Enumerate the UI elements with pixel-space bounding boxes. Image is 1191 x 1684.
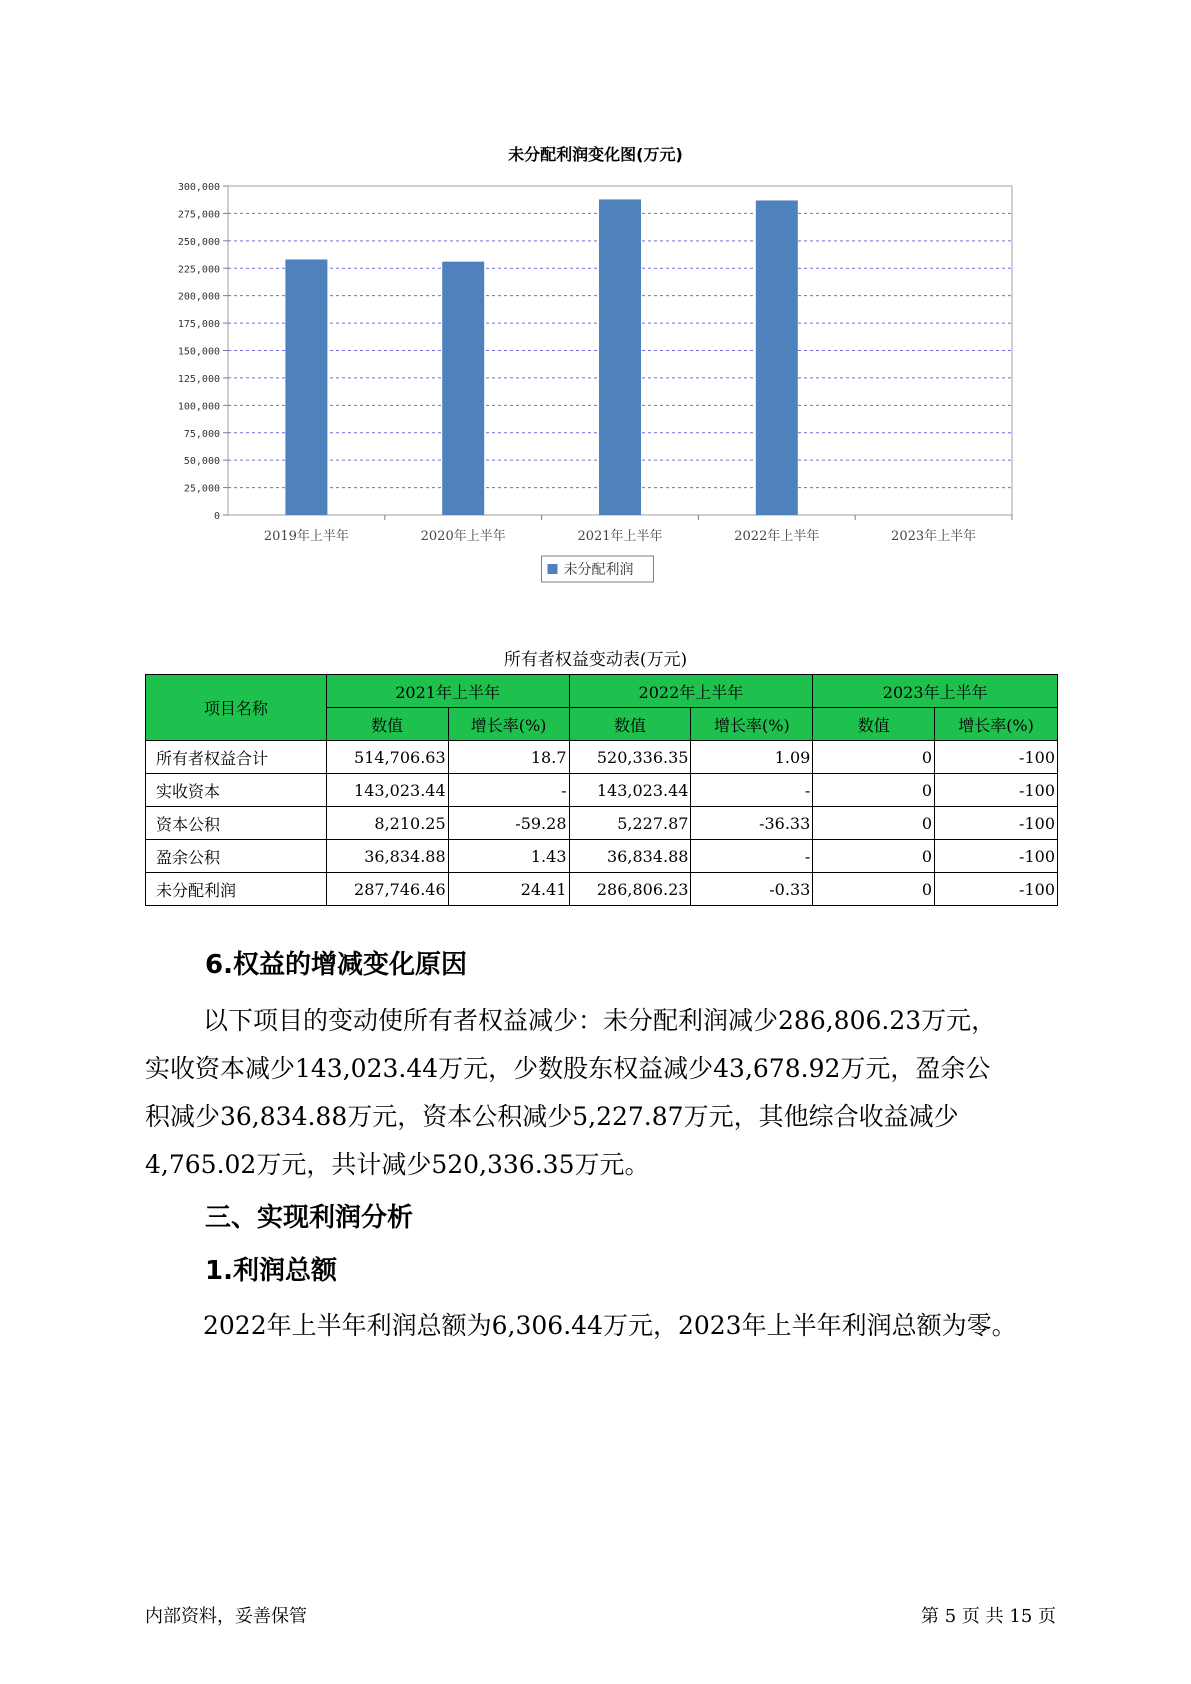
value-cell: 520,336.35 xyxy=(569,741,691,774)
y-tick-label: 125,000 xyxy=(177,373,220,385)
value-cell: 143,023.44 xyxy=(326,774,448,807)
row-label: 所有者权益合计 xyxy=(146,741,327,774)
paragraph-line: 实收资本减少143,023.44万元，少数股东权益减少43,678.92万元，盈余公 xyxy=(145,1054,991,1083)
growth-cell: -59.28 xyxy=(448,807,569,840)
table-row xyxy=(146,807,1058,840)
value-cell: 36,834.88 xyxy=(569,840,691,873)
growth-cell: -36.33 xyxy=(691,807,813,840)
bar xyxy=(442,262,484,515)
value-cell: 0 xyxy=(813,774,935,807)
growth-cell: 1.43 xyxy=(448,840,569,873)
value-cell: 143,023.44 xyxy=(569,774,691,807)
row-label: 盈余公积 xyxy=(146,840,327,873)
paragraph-line: 4,765.02万元，共计减少520,336.35万元。 xyxy=(145,1150,650,1179)
header-growth: 增长率(%) xyxy=(691,708,813,741)
header-period-2022: 2022年上半年 xyxy=(569,675,813,708)
paragraph-line: 积减少36,834.88万元，资本公积减少5,227.87万元，其他综合收益减少 xyxy=(145,1102,959,1131)
header-growth: 增长率(%) xyxy=(448,708,569,741)
growth-cell: 24.41 xyxy=(448,873,569,906)
growth-cell: -100 xyxy=(935,741,1058,774)
y-tick-label: 225,000 xyxy=(177,264,220,276)
row-label: 资本公积 xyxy=(146,807,327,840)
y-tick-label: 275,000 xyxy=(177,209,220,221)
y-tick-label: 25,000 xyxy=(183,483,220,495)
growth-cell: - xyxy=(691,840,813,873)
page-number: 第 5 页 共 15 页 xyxy=(921,1606,1056,1627)
footer-note: 内部资料，妥善保管 xyxy=(145,1606,307,1627)
growth-cell: -100 xyxy=(935,840,1058,873)
section3-1-heading: 1.利润总额 xyxy=(205,1256,337,1286)
y-tick-label: 50,000 xyxy=(183,456,220,468)
value-cell: 514,706.63 xyxy=(326,741,448,774)
section6-paragraph xyxy=(145,997,1060,1189)
x-tick-label: 2021年上半年 xyxy=(577,529,663,544)
header-value: 数值 xyxy=(326,708,448,741)
profit-total-paragraph xyxy=(145,1302,1060,1350)
value-cell: 8,210.25 xyxy=(326,807,448,840)
value-cell: 0 xyxy=(813,873,935,906)
section6-heading: 6.权益的增减变化原因 xyxy=(205,950,467,980)
x-tick-label: 2023年上半年 xyxy=(891,529,977,544)
y-tick-label: 175,000 xyxy=(177,319,220,331)
x-tick-label: 2022年上半年 xyxy=(734,529,820,544)
y-tick-label: 200,000 xyxy=(177,291,220,303)
value-cell: 5,227.87 xyxy=(569,807,691,840)
x-tick-label: 2020年上半年 xyxy=(420,529,506,544)
table-row xyxy=(146,840,1058,873)
growth-cell: -100 xyxy=(935,873,1058,906)
growth-cell: - xyxy=(448,774,569,807)
y-tick-label: 150,000 xyxy=(177,346,220,358)
value-cell: 0 xyxy=(813,807,935,840)
section3-heading: 三、实现利润分析 xyxy=(205,1203,414,1233)
row-label: 实收资本 xyxy=(146,774,327,807)
x-tick-label: 2019年上半年 xyxy=(263,529,349,544)
row-label: 未分配利润 xyxy=(146,873,327,906)
value-cell: 36,834.88 xyxy=(326,840,448,873)
unallocated-profit-chart xyxy=(0,0,1191,600)
header-period-2021: 2021年上半年 xyxy=(326,675,569,708)
header-item-name: 项目名称 xyxy=(146,675,327,741)
value-cell: 0 xyxy=(813,840,935,873)
chart-title: 未分配利润变化图(万元) xyxy=(508,145,683,164)
bar xyxy=(285,259,327,515)
growth-cell: -100 xyxy=(935,807,1058,840)
growth-cell: 18.7 xyxy=(448,741,569,774)
growth-cell: 1.09 xyxy=(691,741,813,774)
header-value: 数值 xyxy=(813,708,935,741)
paragraph-line: 以下项目的变动使所有者权益减少：未分配利润减少286,806.23万元， xyxy=(203,1006,997,1035)
legend-swatch xyxy=(548,564,558,574)
header-growth: 增长率(%) xyxy=(935,708,1058,741)
growth-cell: -0.33 xyxy=(691,873,813,906)
y-tick-label: 300,000 xyxy=(177,182,220,193)
growth-cell: - xyxy=(691,774,813,807)
table-title: 所有者权益变动表(万元) xyxy=(503,650,688,670)
table-row xyxy=(146,774,1058,807)
bar xyxy=(756,200,798,515)
paragraph-line: 2022年上半年利润总额为6,306.44万元，2023年上半年利润总额为零。 xyxy=(203,1311,1017,1340)
value-cell: 0 xyxy=(813,741,935,774)
header-value: 数值 xyxy=(569,708,691,741)
equity-change-table xyxy=(145,674,1058,906)
header-period-2023: 2023年上半年 xyxy=(813,675,1058,708)
value-cell: 287,746.46 xyxy=(326,873,448,906)
table-row xyxy=(146,741,1058,774)
y-tick-label: 100,000 xyxy=(177,401,220,413)
y-tick-label: 75,000 xyxy=(183,428,220,440)
y-tick-label: 250,000 xyxy=(177,236,220,248)
y-tick-label: 0 xyxy=(213,511,220,522)
legend-label: 未分配利润 xyxy=(563,562,634,578)
growth-cell: -100 xyxy=(935,774,1058,807)
table-row xyxy=(146,873,1058,906)
value-cell: 286,806.23 xyxy=(569,873,691,906)
bar xyxy=(599,199,641,515)
